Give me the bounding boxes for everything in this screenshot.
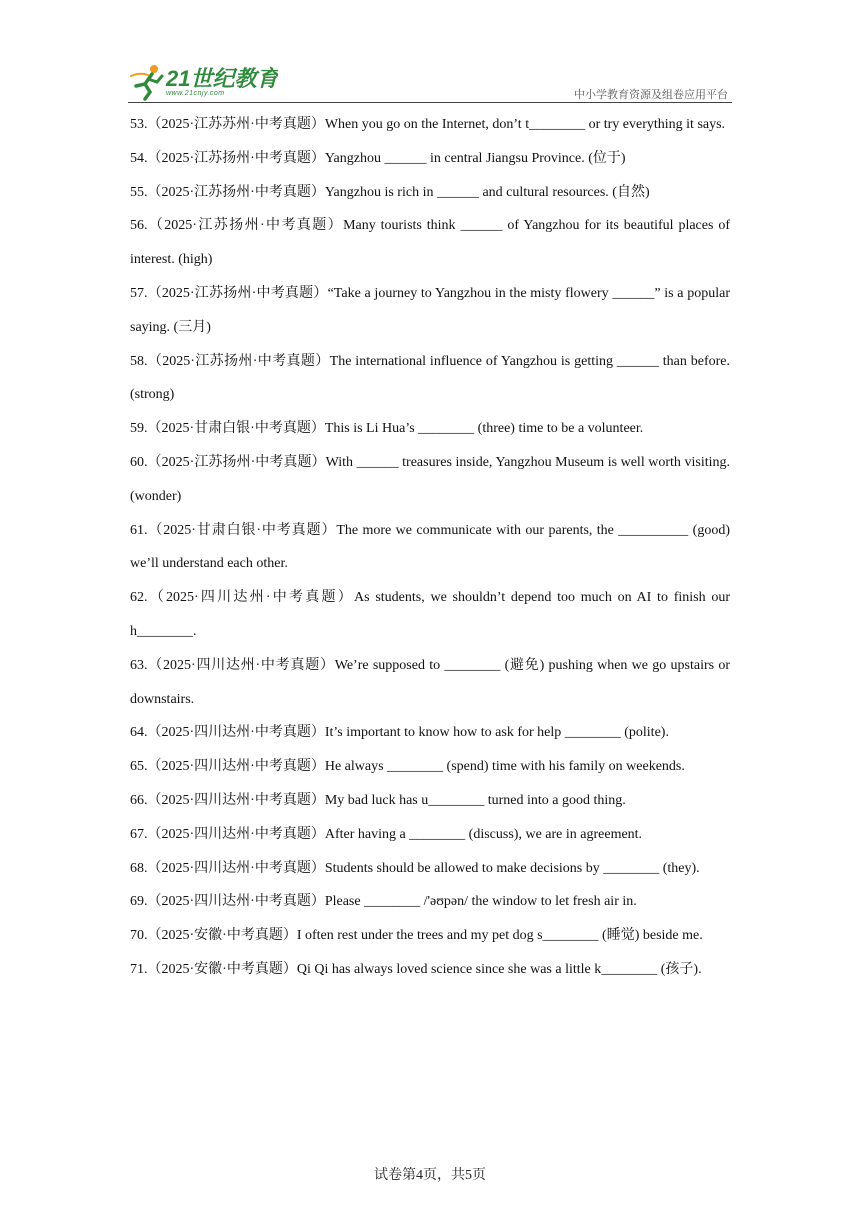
question-number: 60. bbox=[130, 454, 148, 470]
question-source: （2025·四川达州·中考真题） bbox=[147, 894, 325, 910]
question-text: Qi Qi has always loved science since she was a little k________ (孩子). bbox=[296, 961, 702, 977]
question-source: （2025·四川达州·中考真题） bbox=[147, 759, 325, 775]
question-number: 55. bbox=[130, 184, 148, 200]
question-number: 58. bbox=[130, 353, 148, 369]
question-source: （2025·安徽·中考真题） bbox=[147, 961, 297, 977]
question-text: This is Li Hua’s ________ (three) time to be a volunteer. bbox=[324, 421, 644, 437]
question-source: （2025·甘肃白银·中考真题） bbox=[147, 421, 325, 437]
question-number: 70. bbox=[130, 928, 148, 944]
header-divider bbox=[128, 102, 732, 103]
question-source: （2025·四川达州·中考真题） bbox=[147, 590, 355, 606]
question-text: It’s important to know how to ask for help ________ (polite). bbox=[324, 725, 669, 741]
question-text: Yangzhou ______ in central Jiangsu Province. (位于) bbox=[324, 150, 626, 166]
question-item bbox=[130, 818, 730, 852]
question-text: When you go on the Internet, don’t t________ or try everything it says. bbox=[324, 117, 726, 132]
question-text: Yangzhou is rich in ______ and cultural resources. (自然) bbox=[324, 184, 650, 200]
question-number: 56. bbox=[130, 218, 148, 234]
platform-title: 中小学教育资源及组卷应用平台 bbox=[574, 88, 728, 101]
question-source: （2025·甘肃白银·中考真题） bbox=[147, 522, 337, 538]
logo-number: 21世纪教育 bbox=[166, 66, 278, 91]
site-logo[interactable] bbox=[128, 62, 278, 102]
question-text: Students should be allowed to make decisions by ________ (they). bbox=[324, 860, 700, 876]
question-number: 66. bbox=[130, 792, 148, 808]
question-number: 59. bbox=[130, 421, 148, 437]
question-item bbox=[130, 277, 730, 345]
question-text: I often rest under the trees and my pet dog s________ (睡觉) beside me. bbox=[296, 928, 703, 944]
question-source: （2025·江苏扬州·中考真题） bbox=[147, 353, 330, 369]
question-source: （2025·四川达州·中考真题） bbox=[147, 725, 325, 741]
question-list bbox=[130, 108, 730, 987]
question-source: （2025·江苏扬州·中考真题） bbox=[147, 454, 326, 470]
question-item bbox=[130, 784, 730, 818]
question-source: （2025·江苏扬州·中考真题） bbox=[147, 218, 344, 234]
question-source: （2025·四川达州·中考真题） bbox=[147, 792, 325, 808]
question-source: （2025·江苏扬州·中考真题） bbox=[147, 184, 325, 200]
question-source: （2025·江苏苏州·中考真题） bbox=[147, 117, 325, 132]
question-text: “Take a journey to Yangzhou in the misty flowery ______” is a popular saying. (三月) bbox=[130, 285, 730, 335]
question-text: With ______ treasures inside, Yangzhou Museum is well worth visiting. (wonder) bbox=[130, 454, 730, 504]
question-text: My bad luck has u________ turned into a good thing. bbox=[324, 792, 626, 808]
question-number: 68. bbox=[130, 860, 148, 876]
question-source: （2025·江苏扬州·中考真题） bbox=[147, 285, 328, 301]
question-text: Many tourists think ______ of Yangzhou for its beautiful places of interest. (high) bbox=[130, 218, 730, 268]
question-item bbox=[130, 649, 730, 717]
question-text: The more we communicate with our parents, the __________ (good) we’ll understand each other. bbox=[130, 522, 730, 572]
question-number: 67. bbox=[130, 826, 148, 842]
question-number: 71. bbox=[130, 961, 148, 977]
page-header bbox=[128, 62, 732, 104]
question-text: As students, we shouldn’t depend too much on AI to finish our h________. bbox=[130, 590, 730, 639]
question-item bbox=[130, 885, 730, 919]
question-item bbox=[130, 852, 730, 886]
question-item bbox=[130, 716, 730, 750]
question-number: 64. bbox=[130, 725, 148, 741]
logo-url: www.21cnjy.com bbox=[166, 90, 225, 97]
question-number: 62. bbox=[130, 590, 148, 606]
question-source: （2025·四川达州·中考真题） bbox=[147, 826, 325, 842]
question-item bbox=[130, 209, 730, 277]
question-number: 53. bbox=[130, 117, 148, 132]
question-source: （2025·安徽·中考真题） bbox=[147, 928, 297, 944]
question-source: （2025·江苏扬州·中考真题） bbox=[147, 150, 325, 166]
question-number: 57. bbox=[130, 285, 148, 301]
question-item bbox=[130, 108, 730, 142]
question-text: The international influence of Yangzhou is getting ______ than before. (strong) bbox=[130, 353, 730, 403]
question-text: After having a ________ (discuss), we are in agreement. bbox=[324, 826, 643, 842]
question-item bbox=[130, 750, 730, 784]
question-item bbox=[130, 953, 730, 987]
question-number: 63. bbox=[130, 657, 148, 673]
question-text: We’re supposed to ________ (避免) pushing when we go upstairs or downstairs. bbox=[130, 657, 731, 707]
question-item bbox=[130, 514, 730, 582]
question-number: 65. bbox=[130, 759, 148, 775]
question-number: 61. bbox=[130, 522, 148, 538]
question-item bbox=[130, 581, 730, 649]
page-number: 试卷第4页，共5页 bbox=[374, 1168, 486, 1183]
question-text: He always ________ (spend) time with his family on weekends. bbox=[324, 759, 685, 775]
question-source: （2025·四川达州·中考真题） bbox=[147, 860, 325, 876]
question-item bbox=[130, 345, 730, 413]
question-item bbox=[130, 142, 730, 176]
question-number: 54. bbox=[130, 150, 148, 166]
question-item bbox=[130, 176, 730, 210]
question-item bbox=[130, 412, 730, 446]
question-number: 69. bbox=[130, 894, 148, 910]
question-item bbox=[130, 446, 730, 514]
question-source: （2025·四川达州·中考真题） bbox=[147, 657, 335, 673]
question-item bbox=[130, 919, 730, 953]
question-text: Please ________ /'əʊpən/ the window to let fresh air in. bbox=[324, 894, 637, 910]
